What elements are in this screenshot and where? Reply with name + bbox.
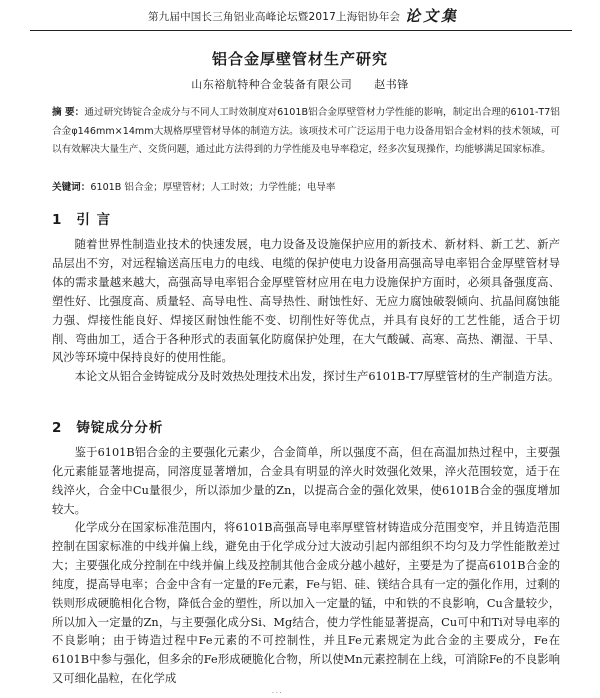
- author: 赵书锋: [374, 78, 409, 91]
- section-number: 1: [52, 212, 63, 228]
- section-title: 引 言: [76, 212, 112, 228]
- section-number: 2: [52, 420, 63, 436]
- paper-title: 铝合金厚壁管材生产研究: [211, 50, 388, 68]
- section-heading-introduction: [52, 208, 111, 228]
- page-footer-dots: · · ·: [272, 690, 282, 697]
- section-heading-ingot-composition: [52, 416, 163, 436]
- affiliation-line: [0, 76, 600, 92]
- abstract: [52, 104, 560, 160]
- keywords: [52, 180, 560, 196]
- paragraph: 化学成分在国家标准范围内，将6101B高强高导电率厚壁管材铸造成分范围变窄，并且铸造范围控制在国家标准的中线并偏上线，避免由于化学成分过大波动引起内部组织不均匀及力学性能散差过大；主要强化成分控制在中线并偏上线及控制其他合金成分越小越好，主要是为了提高6101B合金的纯度，提高导电率；合金中含有一定量的Fe元素，Fe与铝、硅、镁结合具有一定的强化作用，过剩的铁则形成硬脆相化合物，降低合金的塑性，所以加入一定量的锰，中和铁的不良影响，Cu含量较少，所以加入一定量的Zn，与主要强化成分Si、Mg结合，使力学性能显著提高，Cu可中和Ti对导电率的不良影响；由于铸造过程中Fe元素的不可控制性，并且Fe元素规定为此合金的主要成分，Fe在6101B中参与强化，但多余的Fe形成硬脆化合物，所以使Mn元素控制在上线，可消除Fe的不良影响又可细化晶粒，在化学成: [52, 521, 560, 686]
- abstract-text: 通过研究铸锭合金成分与不同人工时效制度对6101B铝合金厚壁管材力学性能的影响，制定出合理的6101-T7铝合金φ146mm×14mm大规格厚壁管材导体的制造方法。该项技术可广泛运用于电力设备用铝合金材料的技术领域，可以有效解决大量生产、交货问题，通过此方法得到的力学性能及电导率稳定，经多次复现操作，均能够满足国家标准。: [52, 107, 561, 156]
- keywords-label: 关键词：: [52, 182, 91, 193]
- section-title: 铸锭成分分析: [76, 420, 164, 436]
- affiliation: 山东裕航特种合金装备有限公司: [191, 78, 353, 91]
- paragraph: 本论文从铝合金铸锭成分及时效热处理技术出发，探讨生产6101B-T7厚壁管材的生产制造方法。: [74, 370, 560, 383]
- keywords-text: 6101B 铝合金；厚壁管材；人工时效；力学性能；电导率: [90, 182, 336, 193]
- running-title: 第九届中国长三角铝业高峰论坛暨2017上海铝协年会: [148, 11, 401, 23]
- running-header: [0, 0, 600, 34]
- proceedings-mark: 论文集: [405, 7, 460, 25]
- paragraph: 随着世界性制造业技术的快速发展，电力设备及设施保护应用的新技术、新材料、新工艺、新产品层出不穷，对远程输送高压电力的电线、电缆的保护使电力设备用高强高导电率铝合金厚壁管材导体的需求量越来越大，高强高导电率铝合金厚壁管材应用在电力设施保护方面时，必须具备强度高、塑性好、比强度高、质量轻、高导电性、高导热性、耐蚀性好、无应力腐蚀破裂倾向、抗晶间腐蚀能力强、焊接性能良好、焊接区耐蚀性能不变、切削性好等优点，并具有良好的工艺性能，适合于切削、弯曲加工，适合于各种形式的表面氧化防腐保护处理，在大气酸碱、高寒、高热、潮湿、干旱、风沙等环境中保持良好的使用性能。: [52, 238, 560, 365]
- abstract-label: 摘 要：: [52, 107, 85, 118]
- paragraph: 鉴于6101B铝合金的主要强化元素少，合金简单，所以强度不高，但在高温加热过程中，主要强化元素能显著地提高，同溶度显著增加，合金具有明显的淬火时效强化效果，淬火范围较宽，适于在线淬火，合金中Cu量很少，所以添加少量的Zn，以提高合金的强化效果，使6101B合金的强度增加较大。: [52, 446, 560, 516]
- header-rule: [30, 30, 572, 31]
